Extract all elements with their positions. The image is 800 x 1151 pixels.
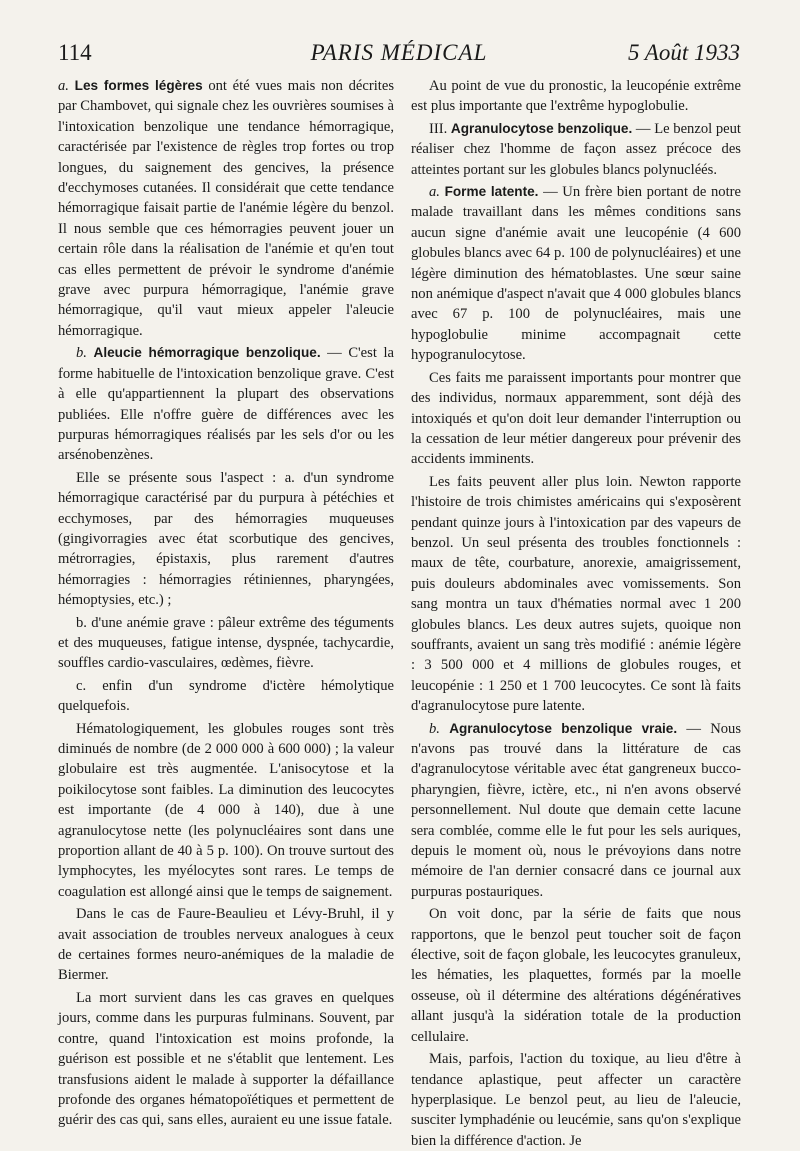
paragraph-letter: a. — [58, 78, 75, 94]
left-column — [58, 76, 394, 1136]
paragraph: b. d'une anémie grave : pâleur extrême des téguments et des muqueuses, fatigue intense, dyspnée, tachycardie, souffles cardio-vasculaires, œdèmes, fièvre. — [58, 614, 394, 672]
paragraph: Dans le cas de Faure-Beaulieu et Lévy-Bruhl, il y avait association de troubles nerveux analogues à ceux de certaines formes neuro-anémiques de la maladie de Biermer. — [58, 906, 394, 984]
paragraph-text: ont été vues mais non décrites par Chambovet, qui signale chez les ouvrières soumises à l'intoxication benzolique une tendance hémorragique, caractérisée par l'existence de règles trop fortes ou trop longues, du saignement des gencives, la présence d'ecchymoses cutanées. Il considérait que cette tendance hémorragique faisait partie de l'anémie légère du benzol. Il nous semble que ces hémorragies peuvent jouer un certain rôle dans la réalisation de l'anémie et qu'en tout cas elles permettent de prévoir le syndrome d'anémie grave avec purpura hémorragique, l'anémie grave hémorragique, qu'il vaut mieux appeler l'aleucie hémorragique. — [58, 78, 394, 339]
right-column — [411, 76, 742, 1149]
page-number: 114 — [58, 40, 92, 65]
paragraph-text: — Le benzol peut réaliser chez l'homme de façon assez précoce des atteintes portant sur les globules blancs polynucléés. — [411, 120, 741, 178]
paragraph: Les faits peuvent aller plus loin. Newton rapporte l'histoire de trois chimistes américains qui s'exposèrent pendant quinze jours à l'intoxication par des vapeurs de benzol. Un seul présenta des troubles fonctionnels : maux de tête, courbature, anorexie, amaigrissement, puis douleurs abdominales avec vomissements. Son sang montra un taux d'hématies normal avec 1 200 globules blancs. Les deux autres sujets, quoique non souffrants, avaient un sang très modifié : anémie légère : 3 500 000 et 4 millions de globules rouges, et leucopénie : 1 250 et 1 700 leucocytes. Ce sont là faits d'agranulocytose pure latente. — [411, 473, 741, 715]
subsection-heading: Agranulocytose benzolique. — [450, 120, 633, 136]
paragraph: Hématologiquement, les globules rouges sont très diminués de nombre (de 2 000 000 à 600 000) ; la valeur globulaire est très augmentée. L'anisocytose et la poikilocytose sont faibles. La diminution des leucocytes est importante (de 4 000 à 140), due à une agranulocytose nette (les polynucléaires sont dans une proportion allant de 40 à 5 p. 100). On trouve surtout des lymphocytes, les myélocytes sont rares. Le temps de coagulation est allongé ainsi que le temps de saignement. — [58, 720, 394, 900]
page-header — [58, 40, 740, 70]
paragraph: Elle se présente sous l'aspect : a. d'un syndrome hémorragique caractérisé par du purpura à pétéchies et ecchymoses, par des hémorragies muqueuses (gingivorragies avec état scorbutique des gencives, métrorragies, épistaxis, plus rarement d'autres hémorragies : hémorragies rétiniennes, pharyngées, hémoptysies, etc.) ; — [58, 469, 394, 609]
paragraph-text: — Nous n'avons pas trouvé dans la littérature de cas d'agranulocytose véritable avec état gangreneux bucco-pharyngien, fièvre, ictère, etc., ni n'en avons observé personnellement. Nul doute que demain cette lacune sera comblée, comme elle le fut pour les sels auriques, depuis le moment où, nous le prévoyions dans notre mémoire de l'an dernier consacré dans ce journal aux purpuras postauriques. — [411, 720, 742, 900]
paragraph-text: — Un frère bien portant de notre malade travaillant dans les mêmes conditions sans aucun signe d'anémie avait une leucopénie (4 600 globules blancs avec 64 p. 100 de polynucléaires) et une légère diminution des hématoblastes. Une sœur saine non anémique d'aspect n'avait que 4 000 globules blancs avec 67 p. 100 de polynucléaires, mais une hypoglobulie minime accompagnait cette hypogranulocytose. — [411, 184, 742, 364]
paragraph: c. enfin d'un syndrome d'ictère hémolytique quelquefois. — [58, 677, 394, 715]
paragraph: Ces faits me paraissent importants pour montrer que des individus, normaux apparemment, sont déjà des intoxiqués et qu'on doit leur demander l'interruption ou la cessation de leur métier dangereux pour prévenir des accidents imminents. — [411, 369, 741, 468]
paragraph — [411, 119, 741, 180]
journal-title: PARIS MÉDICAL — [310, 40, 488, 65]
subsection-heading: Forme latente. — [444, 184, 539, 200]
paragraph — [58, 343, 394, 465]
paragraph-letter: III. — [429, 120, 451, 137]
paragraph-text: — C'est la forme habituelle de l'intoxication benzolique grave. C'est à elle qu'appartiennent la plupart des observations publiées. Elle n'offre guère de différences avec les purpuras hémorragiques réalisés par les sels d'or ou les arsénobenzènes. — [58, 345, 394, 464]
paragraph: La mort survient dans les cas graves en quelques jours, comme dans les purpuras fulminans. Souvent, par contre, quand l'intoxication est moins profonde, la guérison est possible et ne s'établit que lentement. Les transfusions aident le malade à supporter la défaillance profonde des organes hématopoïétiques et permettent de guérir des cas qui, sans elles, auraient eu une issue fatale. — [58, 989, 394, 1129]
issue-date: 5 Août 1933 — [627, 40, 740, 65]
subsection-heading: Les formes légères — [74, 78, 203, 93]
paragraph-letter: b. — [76, 345, 94, 362]
subsection-heading: Agranulocytose benzolique vraie. — [449, 720, 678, 736]
paragraph — [411, 182, 741, 366]
paragraph: Au point de vue du pronostic, la leucopénie extrême est plus importante que l'extrême hypoglobulie. — [411, 78, 741, 115]
paragraph: On voit donc, par la série de faits que nous rapportons, que le benzol peut toucher soit de façon élective, soit de façon globale, les leucocytes granuleux, les hématies, les plaquettes, formés par la moelle osseuse, où il détermine des altérations dégénératives allant jusqu'à la sidération totale de la production cellulaire. — [411, 906, 741, 1045]
subsection-heading: Aleucie hémorragique benzolique. — [93, 345, 321, 361]
paragraph: Mais, parfois, l'action du toxique, au lieu d'être à tendance aplastique, peut affecter un caractère hyperplasique. Le benzol peut, au lieu de l'aleucie, susciter lymphadénie ou leucémie, sans qu'on s'explique bien la différence d'action. Je — [411, 1051, 741, 1149]
paragraph — [411, 719, 741, 903]
paragraph-letter: a. — [429, 184, 445, 201]
paragraph-letter: b. — [429, 720, 450, 737]
paragraph — [58, 76, 394, 341]
